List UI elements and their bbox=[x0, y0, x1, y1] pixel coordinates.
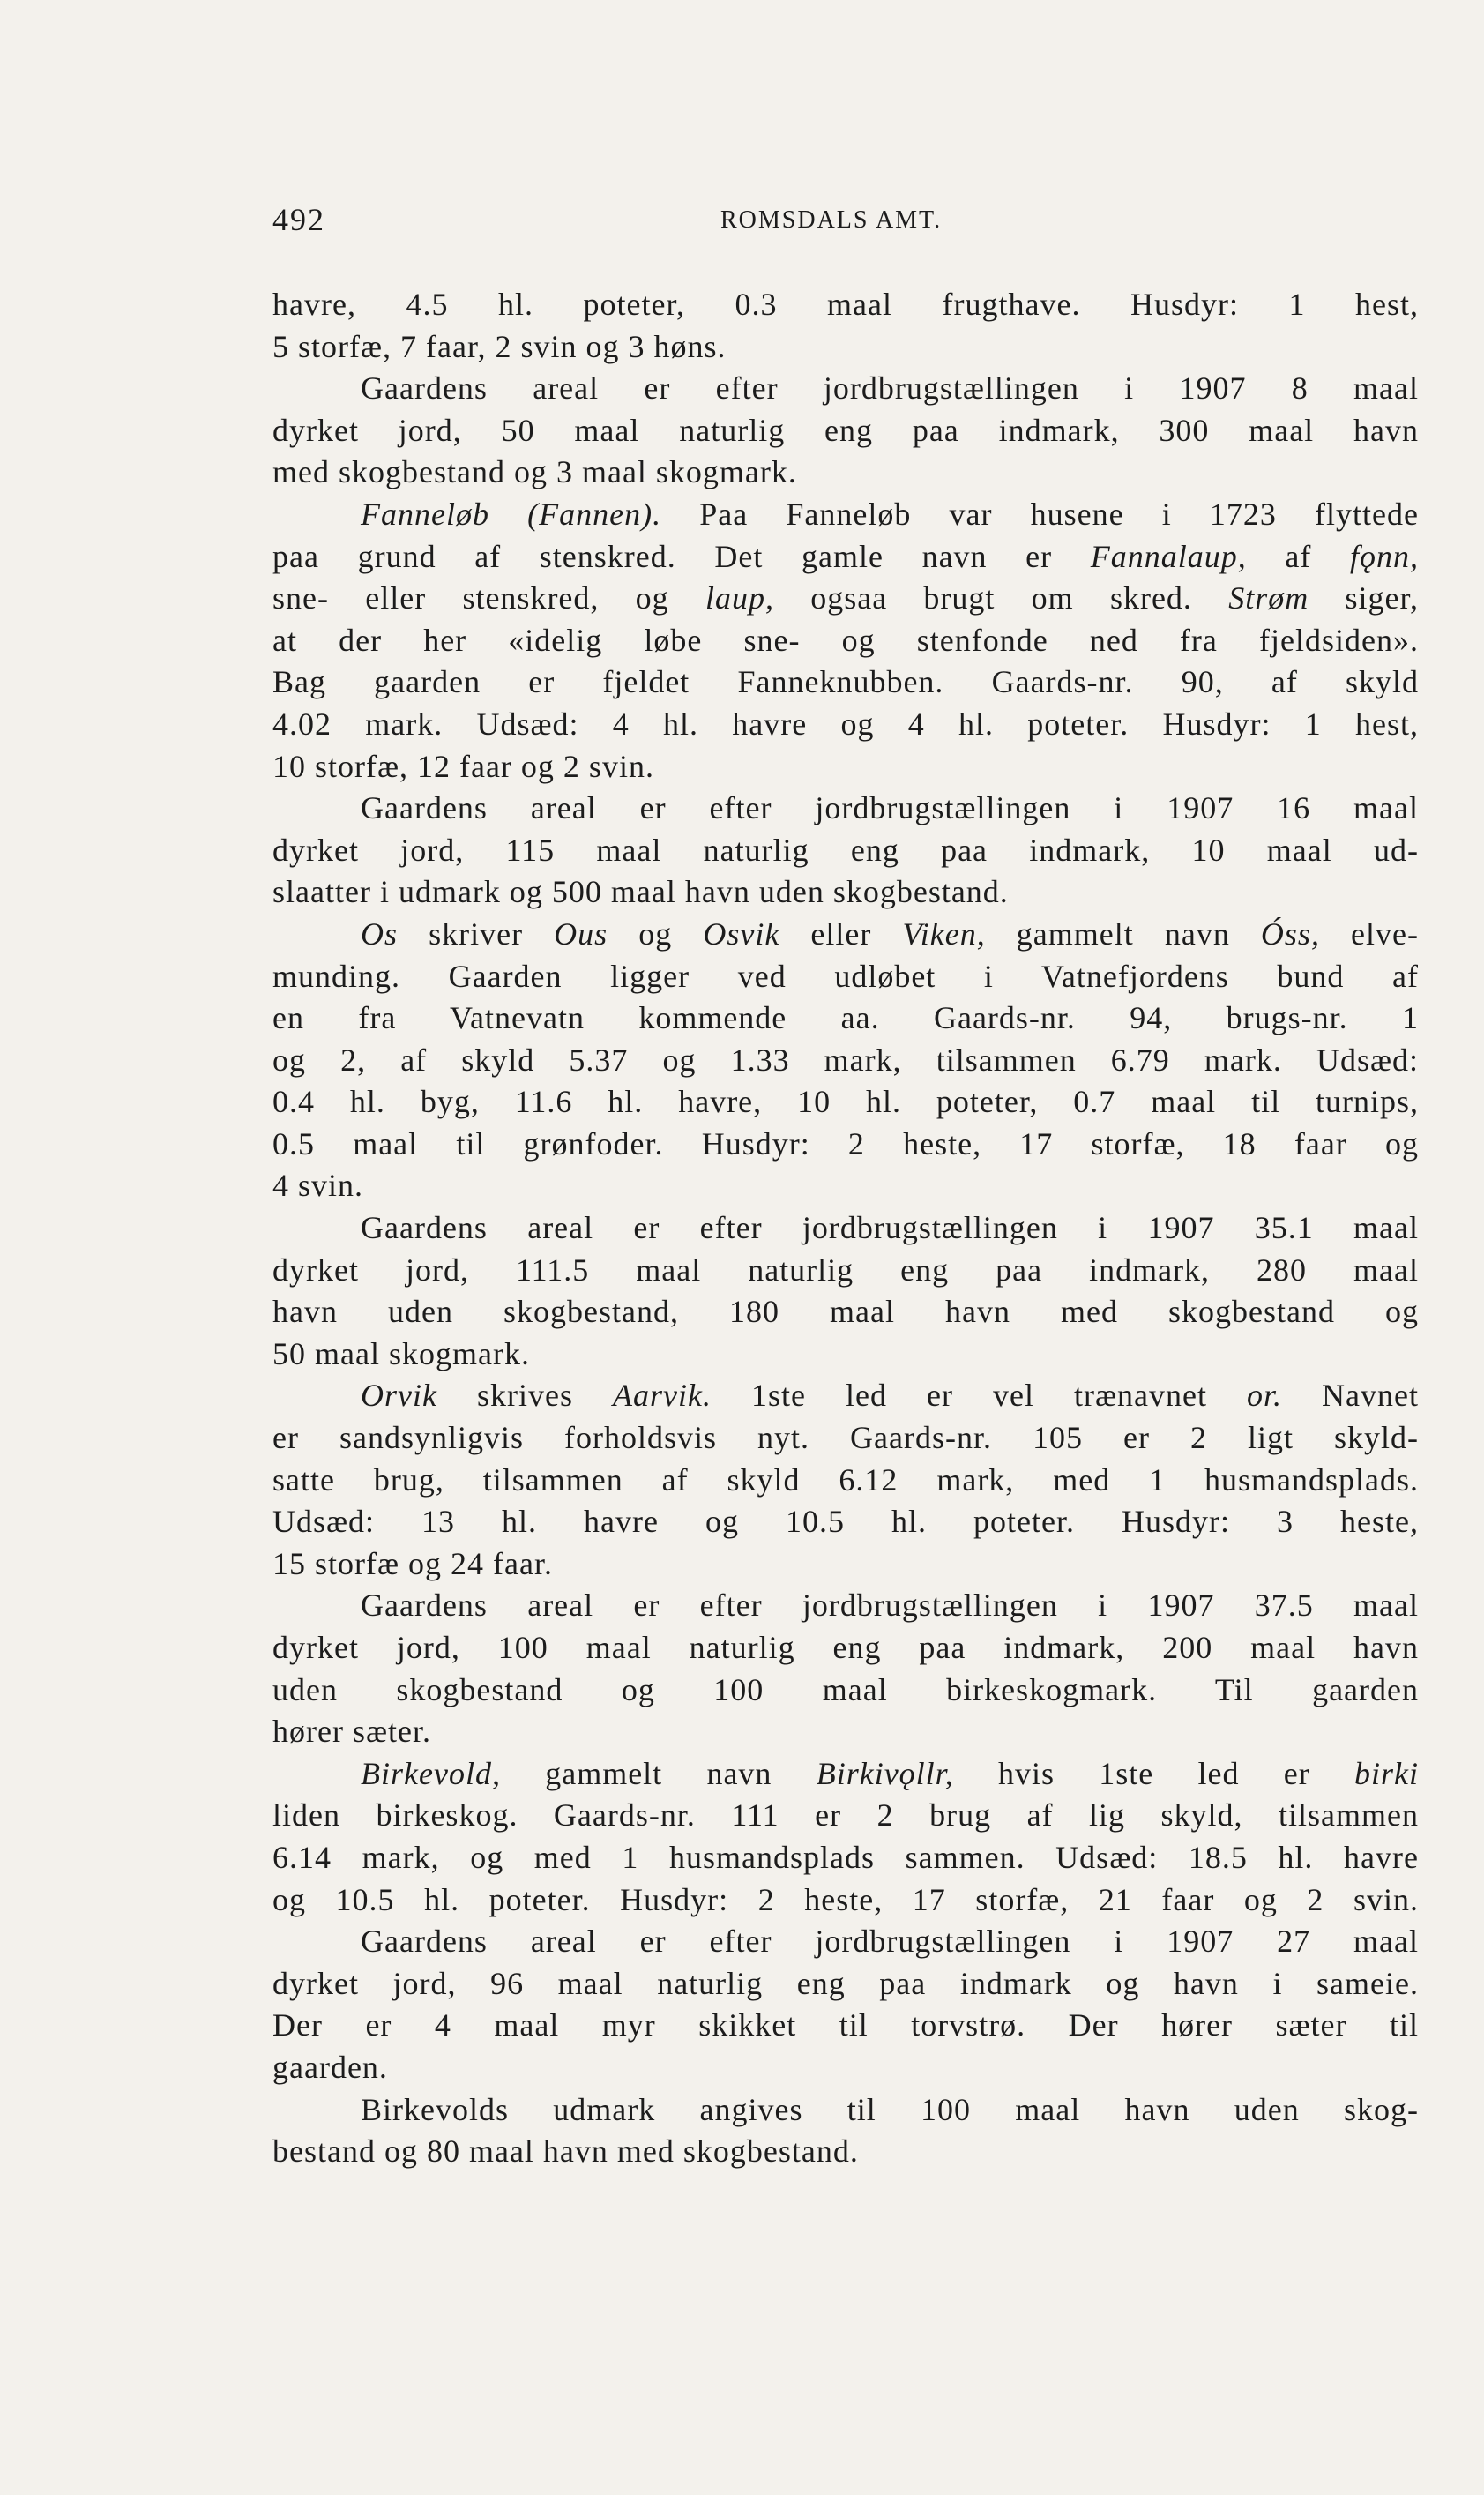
text-run: skrives bbox=[436, 1378, 613, 1414]
text-line bbox=[272, 1543, 1419, 1586]
text-run: Gaardens areal er efter jordbrugstællingen i 1907 27 maal bbox=[361, 1924, 1419, 1960]
text-run: Der er 4 maal myr skikket til torvstrø. Der hører sæter til bbox=[272, 2007, 1419, 2043]
text-run: med skogbestand og 3 maal skogmark. bbox=[272, 454, 797, 490]
text-run: Navnet bbox=[1282, 1378, 1419, 1414]
text-line bbox=[272, 1417, 1419, 1460]
text-line bbox=[272, 1879, 1419, 1922]
text-run: 4 svin. bbox=[272, 1168, 364, 1204]
text-run: og 2, af skyld 5.37 og 1.33 mark, tilsammen 6.79 mark. Udsæd: bbox=[272, 1042, 1419, 1078]
text-line bbox=[272, 1501, 1419, 1543]
text-run: Gaardens areal er efter jordbrugstællingen i 1907 37.5 maal bbox=[361, 1587, 1419, 1624]
text-line bbox=[272, 704, 1419, 746]
text-run: 10 storfæ, 12 faar og 2 svin. bbox=[272, 748, 654, 784]
text-line bbox=[272, 326, 1419, 369]
text-run: Gaardens areal er efter jordbrugstællingen i 1907 16 maal bbox=[361, 790, 1419, 826]
text-run: Bag gaarden er fjeldet Fanneknubben. Gaards-nr. 90, af skyld bbox=[272, 664, 1419, 700]
text-run: skriver bbox=[398, 915, 555, 952]
text-line bbox=[272, 578, 1419, 620]
text-line bbox=[272, 1670, 1419, 1712]
italic-text: laup, bbox=[705, 580, 774, 616]
text-run: 15 storfæ og 24 faar. bbox=[272, 1545, 553, 1581]
italic-text: Osvik bbox=[703, 915, 780, 952]
text-run: dyrket jord, 100 maal naturlig eng paa indmark, 200 maal havn bbox=[272, 1630, 1419, 1665]
text-line bbox=[272, 1795, 1419, 1837]
text-run: 1ste led er vel trænavnet bbox=[711, 1378, 1247, 1414]
text-line bbox=[272, 494, 1419, 536]
text-line bbox=[272, 1040, 1419, 1082]
text-run: munding. Gaarden ligger ved udløbet i Vatnefjordens bund af bbox=[272, 958, 1419, 994]
text-line bbox=[272, 410, 1419, 452]
text-run: dyrket jord, 50 maal naturlig eng paa indmark, 300 maal havn bbox=[272, 412, 1419, 448]
body-text bbox=[272, 284, 1419, 2173]
text-run: Paa Fanneløb var husene i 1723 flyttede bbox=[661, 496, 1419, 532]
text-run: dyrket jord, 111.5 maal naturlig eng paa indmark, 280 maal bbox=[272, 1251, 1419, 1288]
text-line bbox=[272, 997, 1419, 1040]
text-run: satte brug, tilsammen af skyld 6.12 mark, med 1 husmandsplads. bbox=[272, 1461, 1419, 1498]
text-line bbox=[272, 1375, 1419, 1417]
text-line bbox=[272, 1753, 1419, 1796]
italic-text: or. bbox=[1246, 1378, 1282, 1414]
page-number: 492 bbox=[272, 202, 325, 237]
text-run: og bbox=[608, 915, 704, 952]
text-run: gaarden. bbox=[272, 2049, 388, 2085]
text-run: og 10.5 hl. poteter. Husdyr: 2 heste, 17 storfæ, 21 faar og 2 svin. bbox=[272, 1881, 1419, 1917]
italic-text: birki bbox=[1354, 1755, 1419, 1791]
italic-text: Orvik bbox=[361, 1378, 437, 1414]
italic-text: Ous bbox=[554, 915, 608, 952]
text-run: hvis 1ste led er bbox=[953, 1755, 1354, 1791]
text-run: er sandsynligvis forholdsvis nyt. Gaards-nr. 105 er 2 ligt skyld- bbox=[272, 1420, 1419, 1456]
text-run: siger, bbox=[1309, 580, 1419, 616]
text-run: sne- eller stenskred, og bbox=[272, 580, 705, 616]
text-line bbox=[272, 1585, 1419, 1627]
text-line bbox=[272, 788, 1419, 830]
text-line bbox=[272, 1165, 1419, 1207]
text-run: Birkevolds udmark angives til 100 maal havn uden skog- bbox=[361, 2091, 1419, 2127]
text-line bbox=[272, 1711, 1419, 1753]
italic-text: Fannalaup, bbox=[1090, 538, 1247, 574]
text-line bbox=[272, 2047, 1419, 2089]
text-line bbox=[272, 871, 1419, 914]
text-run: dyrket jord, 96 maal naturlig eng paa indmark og havn i sameie. bbox=[272, 1965, 1419, 2001]
text-run: af bbox=[1246, 538, 1350, 574]
italic-text: Os bbox=[361, 915, 399, 952]
text-line bbox=[272, 1921, 1419, 1963]
text-line bbox=[272, 2131, 1419, 2173]
text-run: gammelt navn bbox=[500, 1755, 817, 1791]
italic-text: Aarvik. bbox=[613, 1378, 712, 1414]
text-run: eller bbox=[779, 915, 903, 952]
text-line bbox=[272, 1333, 1419, 1376]
text-line bbox=[272, 1207, 1419, 1250]
text-line bbox=[272, 1963, 1419, 2006]
text-run: Gaardens areal er efter jordbrugstællingen i 1907 35.1 maal bbox=[361, 1210, 1419, 1246]
italic-text: fǫnn, bbox=[1349, 538, 1419, 574]
text-run: hører sæter. bbox=[272, 1714, 431, 1750]
text-run: 5 storfæ, 7 faar, 2 svin og 3 høns. bbox=[272, 328, 727, 364]
text-line bbox=[272, 452, 1419, 494]
text-line bbox=[272, 368, 1419, 410]
italic-text: Strøm bbox=[1228, 580, 1309, 616]
italic-text: Viken, bbox=[902, 915, 986, 952]
text-run: liden birkeskog. Gaards-nr. 111 er 2 brug af lig skyld, tilsammen bbox=[272, 1797, 1419, 1834]
text-run: havn uden skogbestand, 180 maal havn med skogbestand og bbox=[272, 1294, 1419, 1330]
text-line bbox=[272, 1627, 1419, 1670]
text-run: bestand og 80 maal havn med skogbestand. bbox=[272, 2133, 859, 2170]
text-run: at der her «idelig løbe sne- og stenfonde ned fra fjeldsiden». bbox=[272, 622, 1419, 658]
text-line bbox=[272, 1291, 1419, 1333]
text-line bbox=[272, 914, 1419, 956]
text-run: uden skogbestand og 100 maal birkeskogmark. Til gaarden bbox=[272, 1671, 1419, 1707]
text-line bbox=[272, 661, 1419, 704]
text-line bbox=[272, 830, 1419, 872]
text-run: 0.5 maal til grønfoder. Husdyr: 2 heste, 17 storfæ, 18 faar og bbox=[272, 1125, 1419, 1162]
text-run: 4.02 mark. Udsæd: 4 hl. havre og 4 hl. poteter. Husdyr: 1 hest, bbox=[272, 706, 1419, 742]
text-run: havre, 4.5 hl. poteter, 0.3 maal frugthave. Husdyr: 1 hest, bbox=[272, 287, 1419, 322]
italic-text: Birkivǫllr, bbox=[816, 1755, 954, 1791]
text-line bbox=[272, 284, 1419, 326]
text-line bbox=[272, 620, 1419, 662]
text-run: ogsaa brugt om skred. bbox=[773, 580, 1229, 616]
text-line bbox=[272, 746, 1419, 788]
italic-text: Óss, bbox=[1260, 915, 1320, 952]
italic-text: Birkevold, bbox=[361, 1755, 501, 1791]
text-run: dyrket jord, 115 maal naturlig eng paa indmark, 10 maal ud- bbox=[272, 832, 1419, 868]
text-run: Gaardens areal er efter jordbrugstællingen i 1907 8 maal bbox=[361, 370, 1419, 407]
text-run: 0.4 hl. byg, 11.6 hl. havre, 10 hl. poteter, 0.7 maal til turnips, bbox=[272, 1084, 1419, 1120]
text-run: 50 maal skogmark. bbox=[272, 1335, 530, 1371]
text-line bbox=[272, 1837, 1419, 1879]
text-line bbox=[272, 956, 1419, 998]
page-header bbox=[272, 201, 1419, 254]
text-run: paa grund af stenskred. Det gamle navn er bbox=[272, 538, 1091, 574]
text-line bbox=[272, 536, 1419, 579]
text-run: gammelt navn bbox=[985, 915, 1261, 952]
text-run: Udsæd: 13 hl. havre og 10.5 hl. poteter. Husdyr: 3 heste, bbox=[272, 1504, 1419, 1540]
text-run: elve- bbox=[1319, 915, 1419, 952]
text-line bbox=[272, 1250, 1419, 1292]
italic-text: Fanneløb (Fannen). bbox=[361, 496, 662, 532]
text-line bbox=[272, 1460, 1419, 1502]
text-run: slaatter i udmark og 500 maal havn uden skogbestand. bbox=[272, 874, 1009, 910]
running-title: ROMSDALS AMT. bbox=[720, 206, 943, 234]
text-run: 6.14 mark, og med 1 husmandsplads sammen. Udsæd: 18.5 hl. havre bbox=[272, 1839, 1419, 1875]
text-line bbox=[272, 1081, 1419, 1124]
text-line bbox=[272, 2005, 1419, 2047]
text-line bbox=[272, 1124, 1419, 1166]
text-line bbox=[272, 2089, 1419, 2132]
text-run: en fra Vatnevatn kommende aa. Gaards-nr. 94, brugs-nr. 1 bbox=[272, 1000, 1419, 1036]
